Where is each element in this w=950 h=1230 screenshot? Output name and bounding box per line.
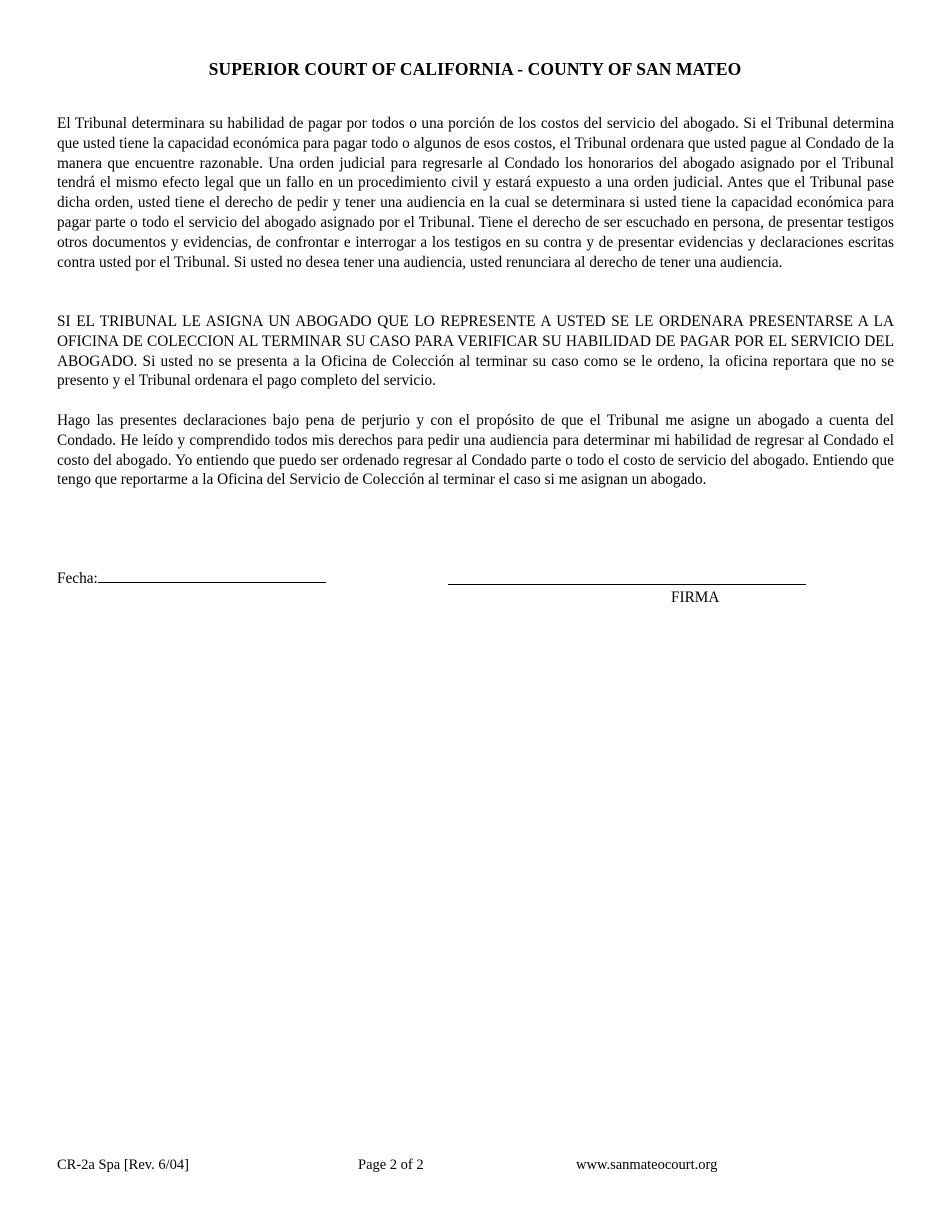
signature-field-line[interactable] [448,570,806,585]
page-title: SUPERIOR COURT OF CALIFORNIA - COUNTY OF SAN MATEO [208,59,742,79]
date-field-line[interactable] [98,568,326,583]
paragraph-collection-office: SI EL TRIBUNAL LE ASIGNA UN ABOGADO QUE LO REPRESENTE A USTED SE LE ORDENARA PRESENTARSE A LA OFICINA DE COLECCION AL TERMINAR SU CASO PARA VERIFICAR SU HABILIDAD DE PAGAR POR EL SERVICIO DEL ABOGADO. Si usted no se presenta a la Oficina de Colección al terminar su caso como se le ordeno, la oficina reportara que no se presento y el Tribunal ordenara el pago completo del servicio. [57,313,894,390]
signature-label: FIRMA [671,589,720,606]
form-id: CR-2a Spa [Rev. 6/04] [57,1157,189,1173]
paragraph-payment-ability: El Tribunal determinara su habilidad de pagar por todos o una porción de los costos del servicio del abogado. Si el Tribunal determina que usted tiene la capacidad económica para pagar todo o algunos de esos costos, el Tribunal ordenara que usted pague al Condado de la manera que encuentre razonable. Una orden judicial para regresarle al Condado los honorarios del abogado asignado por el Tribunal tendrá el mismo efecto legal que un fallo en un procedimiento civil y estará expuesto a una orden judicial. Antes que el Tribunal pase dicha orden, usted tiene el derecho de pedir y tener una audiencia en la cual se determinara si usted tiene la capacidad económica para pagar parte o todo el servicio del abogado asignado por el Tribunal. Tiene el derecho de ser escuchado en persona, de presentar testigos otros documentos y evidencias, de confrontar e interrogar a los testigos en su contra y de presentar evidencias y declaraciones escritas contra usted por el Tribunal. Si usted no desea tener una audiencia, usted renunciara al derecho de tener una audiencia. [57,115,894,271]
paragraph-declaration: Hago las presentes declaraciones bajo pena de perjurio y con el propósito de que el Tribunal me asigne un abogado a cuenta del Condado. He leído y comprendido todos mis derechos para pedir una audiencia para determinar mi habilidad de regresar al Condado el costo del abogado. Yo entiendo que puedo ser ordenado regresar al Condado parte o todo el costo de servicio del abogado. Entiendo que tengo que reportarme a la Oficina del Servicio de Colección al terminar el caso si me asignan un abogado. [57,412,894,489]
date-label: Fecha: [57,570,98,587]
website-url: www.sanmateocourt.org [576,1157,718,1173]
page-number: Page 2 of 2 [358,1157,424,1173]
date-row [57,568,326,588]
